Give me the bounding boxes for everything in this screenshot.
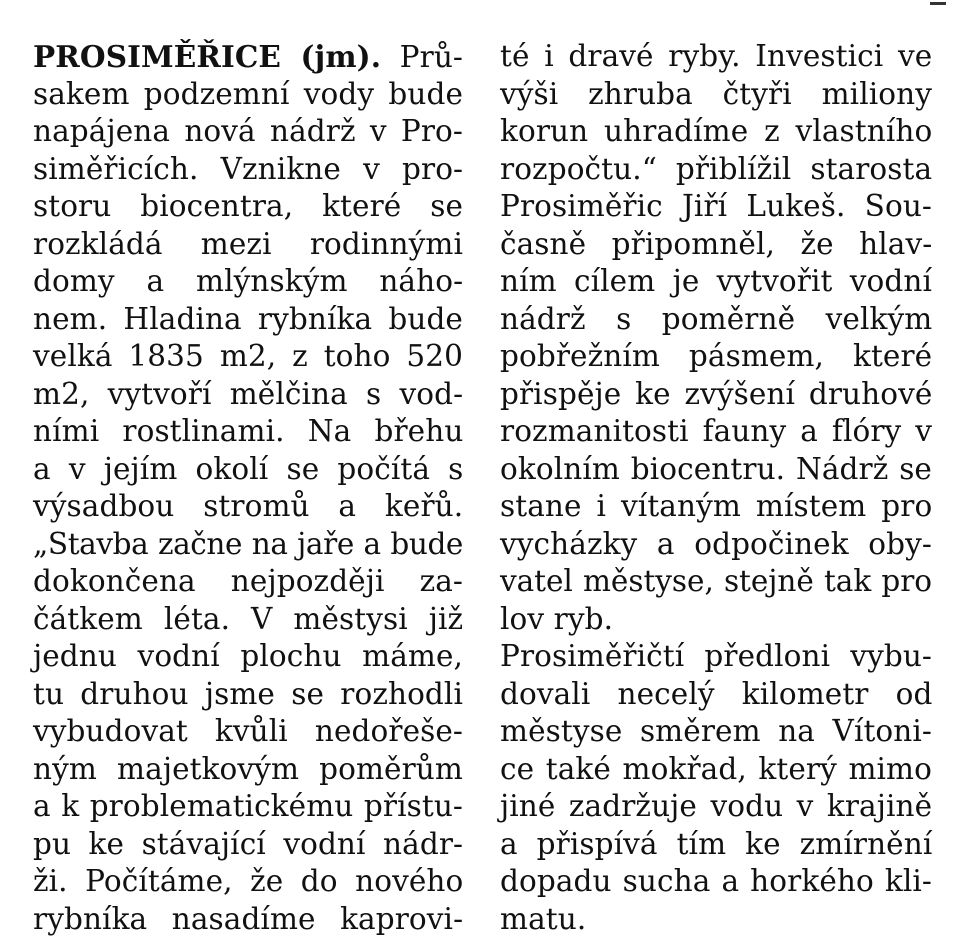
scan-edge-mark: [930, 2, 946, 5]
article-line: pu ke stávající vodní nádr-: [33, 826, 463, 864]
article-line: rozpočtu.“ přiblížil starosta: [500, 151, 932, 189]
article-line: té i dravé ryby. Investici ve: [500, 38, 932, 76]
article-headline: PROSIMĚŘICE (jm).: [33, 39, 381, 74]
article-line: napájena nová nádrž v Pro-: [33, 113, 463, 151]
article-line: a v jejím okolí se počítá s: [33, 451, 463, 489]
article-line: rozkládá mezi rodinnými: [33, 226, 463, 264]
article-line: tu druhou jsme se rozhodli: [33, 676, 463, 714]
article-column-left: [33, 38, 463, 938]
article-line: ce také mokřad, který mimo: [500, 751, 932, 789]
article-line: okolním biocentru. Nádrž se: [500, 451, 932, 489]
article-line: „Stavba začne na jaře a bude: [33, 526, 463, 564]
article-line: pobřežním pásmem, které: [500, 338, 932, 376]
article-line: vatel městyse, stejně tak pro: [500, 563, 932, 601]
article-line: domy a mlýnským náho-: [33, 263, 463, 301]
article-line: čátkem léta. V městysi již: [33, 601, 463, 639]
article-line: dopadu sucha a horkého kli-: [500, 863, 932, 901]
article-line: přispěje ke zvýšení druhové: [500, 376, 932, 414]
article-line: korun uhradíme z vlastního: [500, 113, 932, 151]
article-line: nádrž s poměrně velkým: [500, 301, 932, 339]
article-line: výši zhruba čtyři miliony: [500, 76, 932, 114]
article-line: a přispívá tím ke zmírnění: [500, 826, 932, 864]
article-line: storu biocentra, které se: [33, 188, 463, 226]
article-line: ži. Počítáme, že do nového: [33, 863, 463, 901]
article-line: výsadbou stromů a keřů.: [33, 488, 463, 526]
article-line: vycházky a odpočinek oby-: [500, 526, 932, 564]
article-line: vybudovat kvůli nedořeše-: [33, 713, 463, 751]
article-line: dovali necelý kilometr od: [500, 676, 932, 714]
article-line: lov ryb.: [500, 601, 932, 639]
article-line: dokončena nejpozději za-: [33, 563, 463, 601]
article-line: jiné zadržuje vodu v krajině: [500, 788, 932, 826]
article-line: a k problematickému přístu-: [33, 788, 463, 826]
article-line: stane i vítaným místem pro: [500, 488, 932, 526]
article-line: ným majetkovým poměrům: [33, 751, 463, 789]
article-line: velká 1835 m2, z toho 520: [33, 338, 463, 376]
article-line: rybníka nasadíme kaprovi-: [33, 901, 463, 938]
article-line-text: Prů-: [400, 40, 463, 74]
article-line: matu.: [500, 901, 932, 938]
article-line: jednu vodní plochu máme,: [33, 638, 463, 676]
article-line: [33, 38, 463, 76]
article-column-right: [500, 38, 932, 938]
article-line: městyse směrem na Vítoni-: [500, 713, 932, 751]
article-line: ními rostlinami. Na břehu: [33, 413, 463, 451]
article-line: časně připomněl, že hlav-: [500, 226, 932, 264]
article-line: m2, vytvoří mělčina s vod-: [33, 376, 463, 414]
article-line: nem. Hladina rybníka bude: [33, 301, 463, 339]
article-line: siměřicích. Vznikne v pro-: [33, 151, 463, 189]
article-line: sakem podzemní vody bude: [33, 76, 463, 114]
article-line: ním cílem je vytvořit vodní: [500, 263, 932, 301]
article-line: rozmanitosti fauny a flóry v: [500, 413, 932, 451]
article-line: Prosiměřičtí předloni vybu-: [500, 638, 932, 676]
article-line: Prosiměřic Jiří Lukeš. Sou-: [500, 188, 932, 226]
